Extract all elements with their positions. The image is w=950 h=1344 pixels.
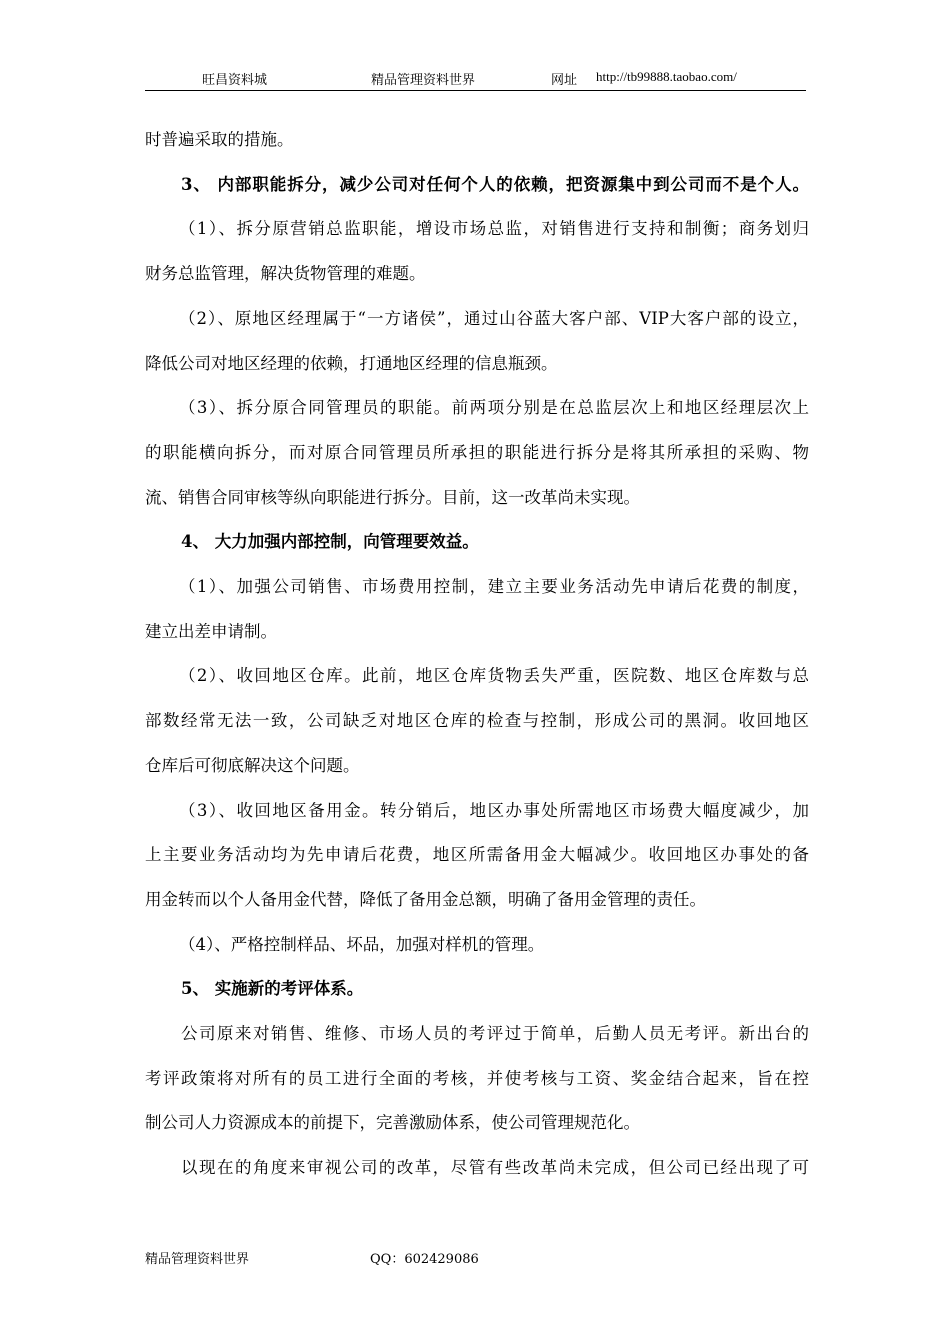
paragraph-line: （1）、加强公司销售、市场费用控制，建立主要业务活动先申请后花费的制度， bbox=[179, 577, 809, 597]
paragraph-line: 时普遍采取的措施。 bbox=[145, 130, 294, 149]
paragraph-line: 公司原来对销售、维修、市场人员的考评过于简单，后勤人员无考评。新出台的 bbox=[181, 1024, 809, 1044]
section-heading: 3、 内部职能拆分，减少公司对任何个人的依赖，把资源集中到公司而不是个人。 bbox=[181, 174, 809, 194]
paragraph-line: 部数经常无法一致，公司缺乏对地区仓库的检查与控制，形成公司的黑洞。收回地区 bbox=[145, 711, 809, 731]
header-series-name: 精品管理资料世界 bbox=[371, 73, 476, 88]
paragraph-line: 考评政策将对所有的员工进行全面的考核，并使考核与工资、奖金结合起来，旨在控 bbox=[145, 1068, 809, 1088]
paragraph-line: 流、销售合同审核等纵向职能进行拆分。目前，这一改革尚未实现。 bbox=[145, 487, 640, 507]
header-url: http://tb99888.taobao.com/ bbox=[596, 69, 737, 84]
header-url-label: 网址 bbox=[551, 73, 578, 88]
paragraph-line: 上主要业务活动均为先申请后花费，地区所需备用金大幅减少。收回地区办事处的备 bbox=[145, 845, 809, 865]
paragraph-line: （3）、收回地区备用金。转分销后，地区办事处所需地区市场费大幅度减少，加 bbox=[179, 800, 809, 820]
footer-qq: QQ：602429086 bbox=[370, 1252, 479, 1267]
paragraph-line: 财务总监管理，解决货物管理的难题。 bbox=[145, 264, 426, 284]
paragraph-line: 降低公司对地区经理的依赖，打通地区经理的信息瓶颈。 bbox=[145, 353, 558, 373]
section-heading: 4、 大力加强内部控制，向管理要效益。 bbox=[181, 532, 479, 552]
header-shop-name: 旺昌资料城 bbox=[202, 73, 268, 88]
paragraph-line: （3）、拆分原合同管理员的职能。前两项分别是在总监层次上和地区经理层次上 bbox=[179, 398, 809, 418]
paragraph-line: 制公司人力资源成本的前提下，完善激励体系，使公司管理规范化。 bbox=[145, 1113, 640, 1133]
paragraph-line: （2）、原地区经理属于“一方诸侯”，通过山谷蓝大客户部、VIP大客户部的设立， bbox=[179, 308, 809, 328]
footer-series-name: 精品管理资料世界 bbox=[145, 1252, 250, 1267]
paragraph-line: 的职能横向拆分，而对原合同管理员所承担的职能进行拆分是将其所承担的采购、物 bbox=[145, 442, 809, 462]
paragraph-line: 建立出差申请制。 bbox=[145, 621, 277, 641]
paragraph-line: 用金转而以个人备用金代替，降低了备用金总额，明确了备用金管理的责任。 bbox=[145, 889, 706, 909]
paragraph-line: 仓库后可彻底解决这个问题。 bbox=[145, 755, 360, 775]
document-body bbox=[145, 118, 809, 1191]
paragraph-line: （1）、拆分原营销总监职能，增设市场总监，对销售进行支持和制衡；商务划归 bbox=[179, 219, 809, 239]
section-heading: 5、 实施新的考评体系。 bbox=[181, 979, 364, 999]
paragraph-line: 以现在的角度来审视公司的改革，尽管有些改革尚未完成，但公司已经出现了可 bbox=[181, 1158, 809, 1178]
paragraph-line: （2）、收回地区仓库。此前，地区仓库货物丢失严重，医院数、地区仓库数与总 bbox=[179, 666, 809, 686]
page-header bbox=[145, 66, 806, 91]
paragraph-line: （4）、严格控制样品、坏品，加强对样机的管理。 bbox=[179, 934, 545, 954]
